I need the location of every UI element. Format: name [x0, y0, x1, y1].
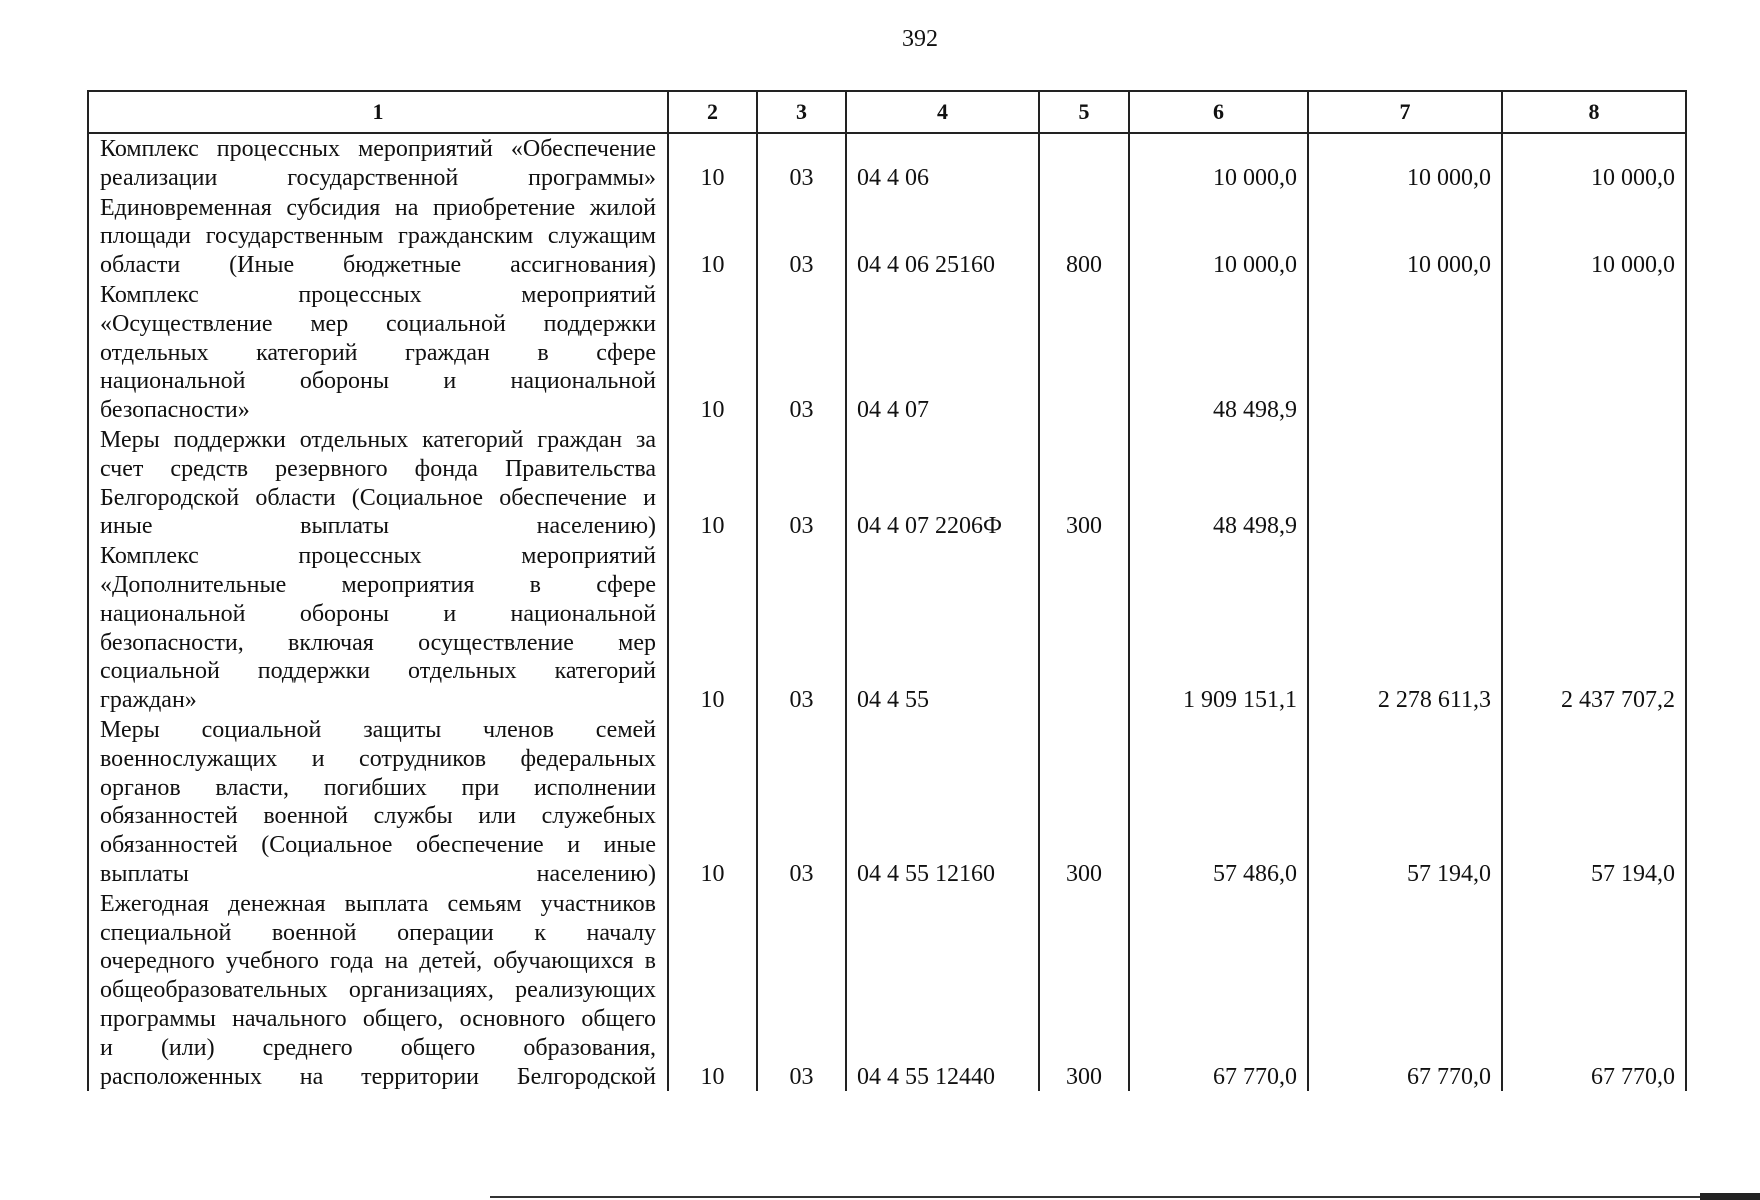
description-line: расположенных на территории Белгородской — [100, 1063, 656, 1090]
amount-col-8 — [1502, 425, 1686, 541]
column-header-4: 4 — [846, 91, 1039, 133]
description-line: безопасности» — [100, 397, 250, 424]
table-row — [88, 193, 1686, 280]
description-line: Ежегодная денежная выплата семьям участников — [100, 890, 656, 917]
description-line: обязанностей военной службы или служебных — [100, 803, 656, 830]
expense-type — [1039, 133, 1129, 193]
amount-col-8: 10 000,0 — [1502, 193, 1686, 280]
code-razdel: 10 — [668, 193, 757, 280]
footer-rule-mark — [1700, 1193, 1760, 1200]
code-razdel: 10 — [668, 425, 757, 541]
target-article: 04 4 07 2206Ф — [846, 425, 1039, 541]
description-line: иные выплаты населению) — [100, 513, 656, 540]
target-article: 04 4 06 25160 — [846, 193, 1039, 280]
description-line: Меры социальной защиты членов семей — [100, 716, 656, 743]
column-header-5: 5 — [1039, 91, 1129, 133]
expense-type: 800 — [1039, 193, 1129, 280]
row-description — [88, 425, 668, 541]
amount-col-7: 10 000,0 — [1308, 133, 1502, 193]
row-description — [88, 193, 668, 280]
description-line: Белгородской области (Социальное обеспечение и — [100, 484, 656, 511]
row-description — [88, 133, 668, 193]
description-line: области (Иные бюджетные ассигнования) — [100, 252, 656, 279]
budget-table — [87, 90, 1687, 1091]
code-razdel: 10 — [668, 133, 757, 193]
amount-col-6: 67 770,0 — [1129, 889, 1308, 1092]
description-line: Комплекс процессных мероприятий — [100, 281, 656, 308]
table-row — [88, 133, 1686, 193]
description-line: счет средств резервного фонда Правительства — [100, 455, 656, 482]
target-article: 04 4 06 — [846, 133, 1039, 193]
table-row — [88, 715, 1686, 889]
header-row — [88, 91, 1686, 133]
description-line: программы начального общего, основного общего — [100, 1005, 656, 1032]
description-line: очередного учебного года на детей, обучающихся в — [100, 948, 656, 975]
row-description — [88, 541, 668, 715]
expense-type — [1039, 280, 1129, 425]
table-row — [88, 280, 1686, 425]
description-line: «Дополнительные мероприятия в сфере — [100, 571, 656, 598]
target-article: 04 4 55 12160 — [846, 715, 1039, 889]
expense-type — [1039, 541, 1129, 715]
description-line: площади государственным гражданским служащим — [100, 223, 656, 250]
amount-col-7: 67 770,0 — [1308, 889, 1502, 1092]
code-podrazdel: 03 — [757, 425, 846, 541]
table-row — [88, 889, 1686, 1092]
amount-col-8: 10 000,0 — [1502, 133, 1686, 193]
column-header-3: 3 — [757, 91, 846, 133]
code-razdel: 10 — [668, 715, 757, 889]
row-description — [88, 715, 668, 889]
code-podrazdel: 03 — [757, 280, 846, 425]
column-header-8: 8 — [1502, 91, 1686, 133]
expense-type: 300 — [1039, 715, 1129, 889]
description-line: социальной поддержки отдельных категорий — [100, 658, 656, 685]
amount-col-6: 10 000,0 — [1129, 133, 1308, 193]
expense-type: 300 — [1039, 425, 1129, 541]
description-line: выплаты населению) — [100, 860, 656, 887]
amount-col-7 — [1308, 280, 1502, 425]
code-podrazdel: 03 — [757, 541, 846, 715]
description-line: реализации государственной программы» — [100, 164, 656, 191]
description-line: безопасности, включая осуществление мер — [100, 629, 656, 656]
amount-col-7: 2 278 611,3 — [1308, 541, 1502, 715]
expense-type: 300 — [1039, 889, 1129, 1092]
column-header-2: 2 — [668, 91, 757, 133]
target-article: 04 4 07 — [846, 280, 1039, 425]
description-line: обязанностей (Социальное обеспечение и иные — [100, 832, 656, 859]
amount-col-6: 10 000,0 — [1129, 193, 1308, 280]
amount-col-6: 48 498,9 — [1129, 425, 1308, 541]
table-row — [88, 425, 1686, 541]
column-header-7: 7 — [1308, 91, 1502, 133]
code-razdel: 10 — [668, 889, 757, 1092]
description-line: отдельных категорий граждан в сфере — [100, 339, 656, 366]
code-podrazdel: 03 — [757, 715, 846, 889]
amount-col-8: 2 437 707,2 — [1502, 541, 1686, 715]
footer-rule — [490, 1196, 1760, 1198]
description-line: Комплекс процессных мероприятий «Обеспечение — [100, 136, 656, 162]
amount-col-7: 10 000,0 — [1308, 193, 1502, 280]
code-podrazdel: 03 — [757, 889, 846, 1092]
description-line: «Осуществление мер социальной поддержки — [100, 310, 656, 337]
amount-col-7 — [1308, 425, 1502, 541]
description-line: органов власти, погибших при исполнении — [100, 774, 656, 801]
description-line: Меры поддержки отдельных категорий граждан за — [100, 426, 656, 453]
description-line: Единовременная субсидия на приобретение жилой — [100, 194, 656, 221]
amount-col-7: 57 194,0 — [1308, 715, 1502, 889]
code-razdel: 10 — [668, 280, 757, 425]
target-article: 04 4 55 12440 — [846, 889, 1039, 1092]
code-podrazdel: 03 — [757, 133, 846, 193]
table-row — [88, 541, 1686, 715]
description-line: граждан» — [100, 687, 197, 714]
column-header-6: 6 — [1129, 91, 1308, 133]
page-number: 392 — [902, 26, 938, 52]
description-line: специальной военной операции к началу — [100, 919, 656, 946]
amount-col-8 — [1502, 280, 1686, 425]
amount-col-6: 48 498,9 — [1129, 280, 1308, 425]
description-line: военнослужащих и сотрудников федеральных — [100, 745, 656, 772]
row-description — [88, 889, 668, 1092]
code-podrazdel: 03 — [757, 193, 846, 280]
row-description — [88, 280, 668, 425]
description-line: общеобразовательных организациях, реализующих — [100, 977, 656, 1004]
code-razdel: 10 — [668, 541, 757, 715]
column-header-1: 1 — [88, 91, 668, 133]
description-line: национальной обороны и национальной — [100, 600, 656, 627]
description-line: Комплекс процессных мероприятий — [100, 543, 656, 570]
target-article: 04 4 55 — [846, 541, 1039, 715]
amount-col-6: 57 486,0 — [1129, 715, 1308, 889]
description-line: национальной обороны и национальной — [100, 368, 656, 395]
amount-col-8: 57 194,0 — [1502, 715, 1686, 889]
description-line: и (или) среднего общего образования, — [100, 1034, 656, 1061]
amount-col-8: 67 770,0 — [1502, 889, 1686, 1092]
amount-col-6: 1 909 151,1 — [1129, 541, 1308, 715]
